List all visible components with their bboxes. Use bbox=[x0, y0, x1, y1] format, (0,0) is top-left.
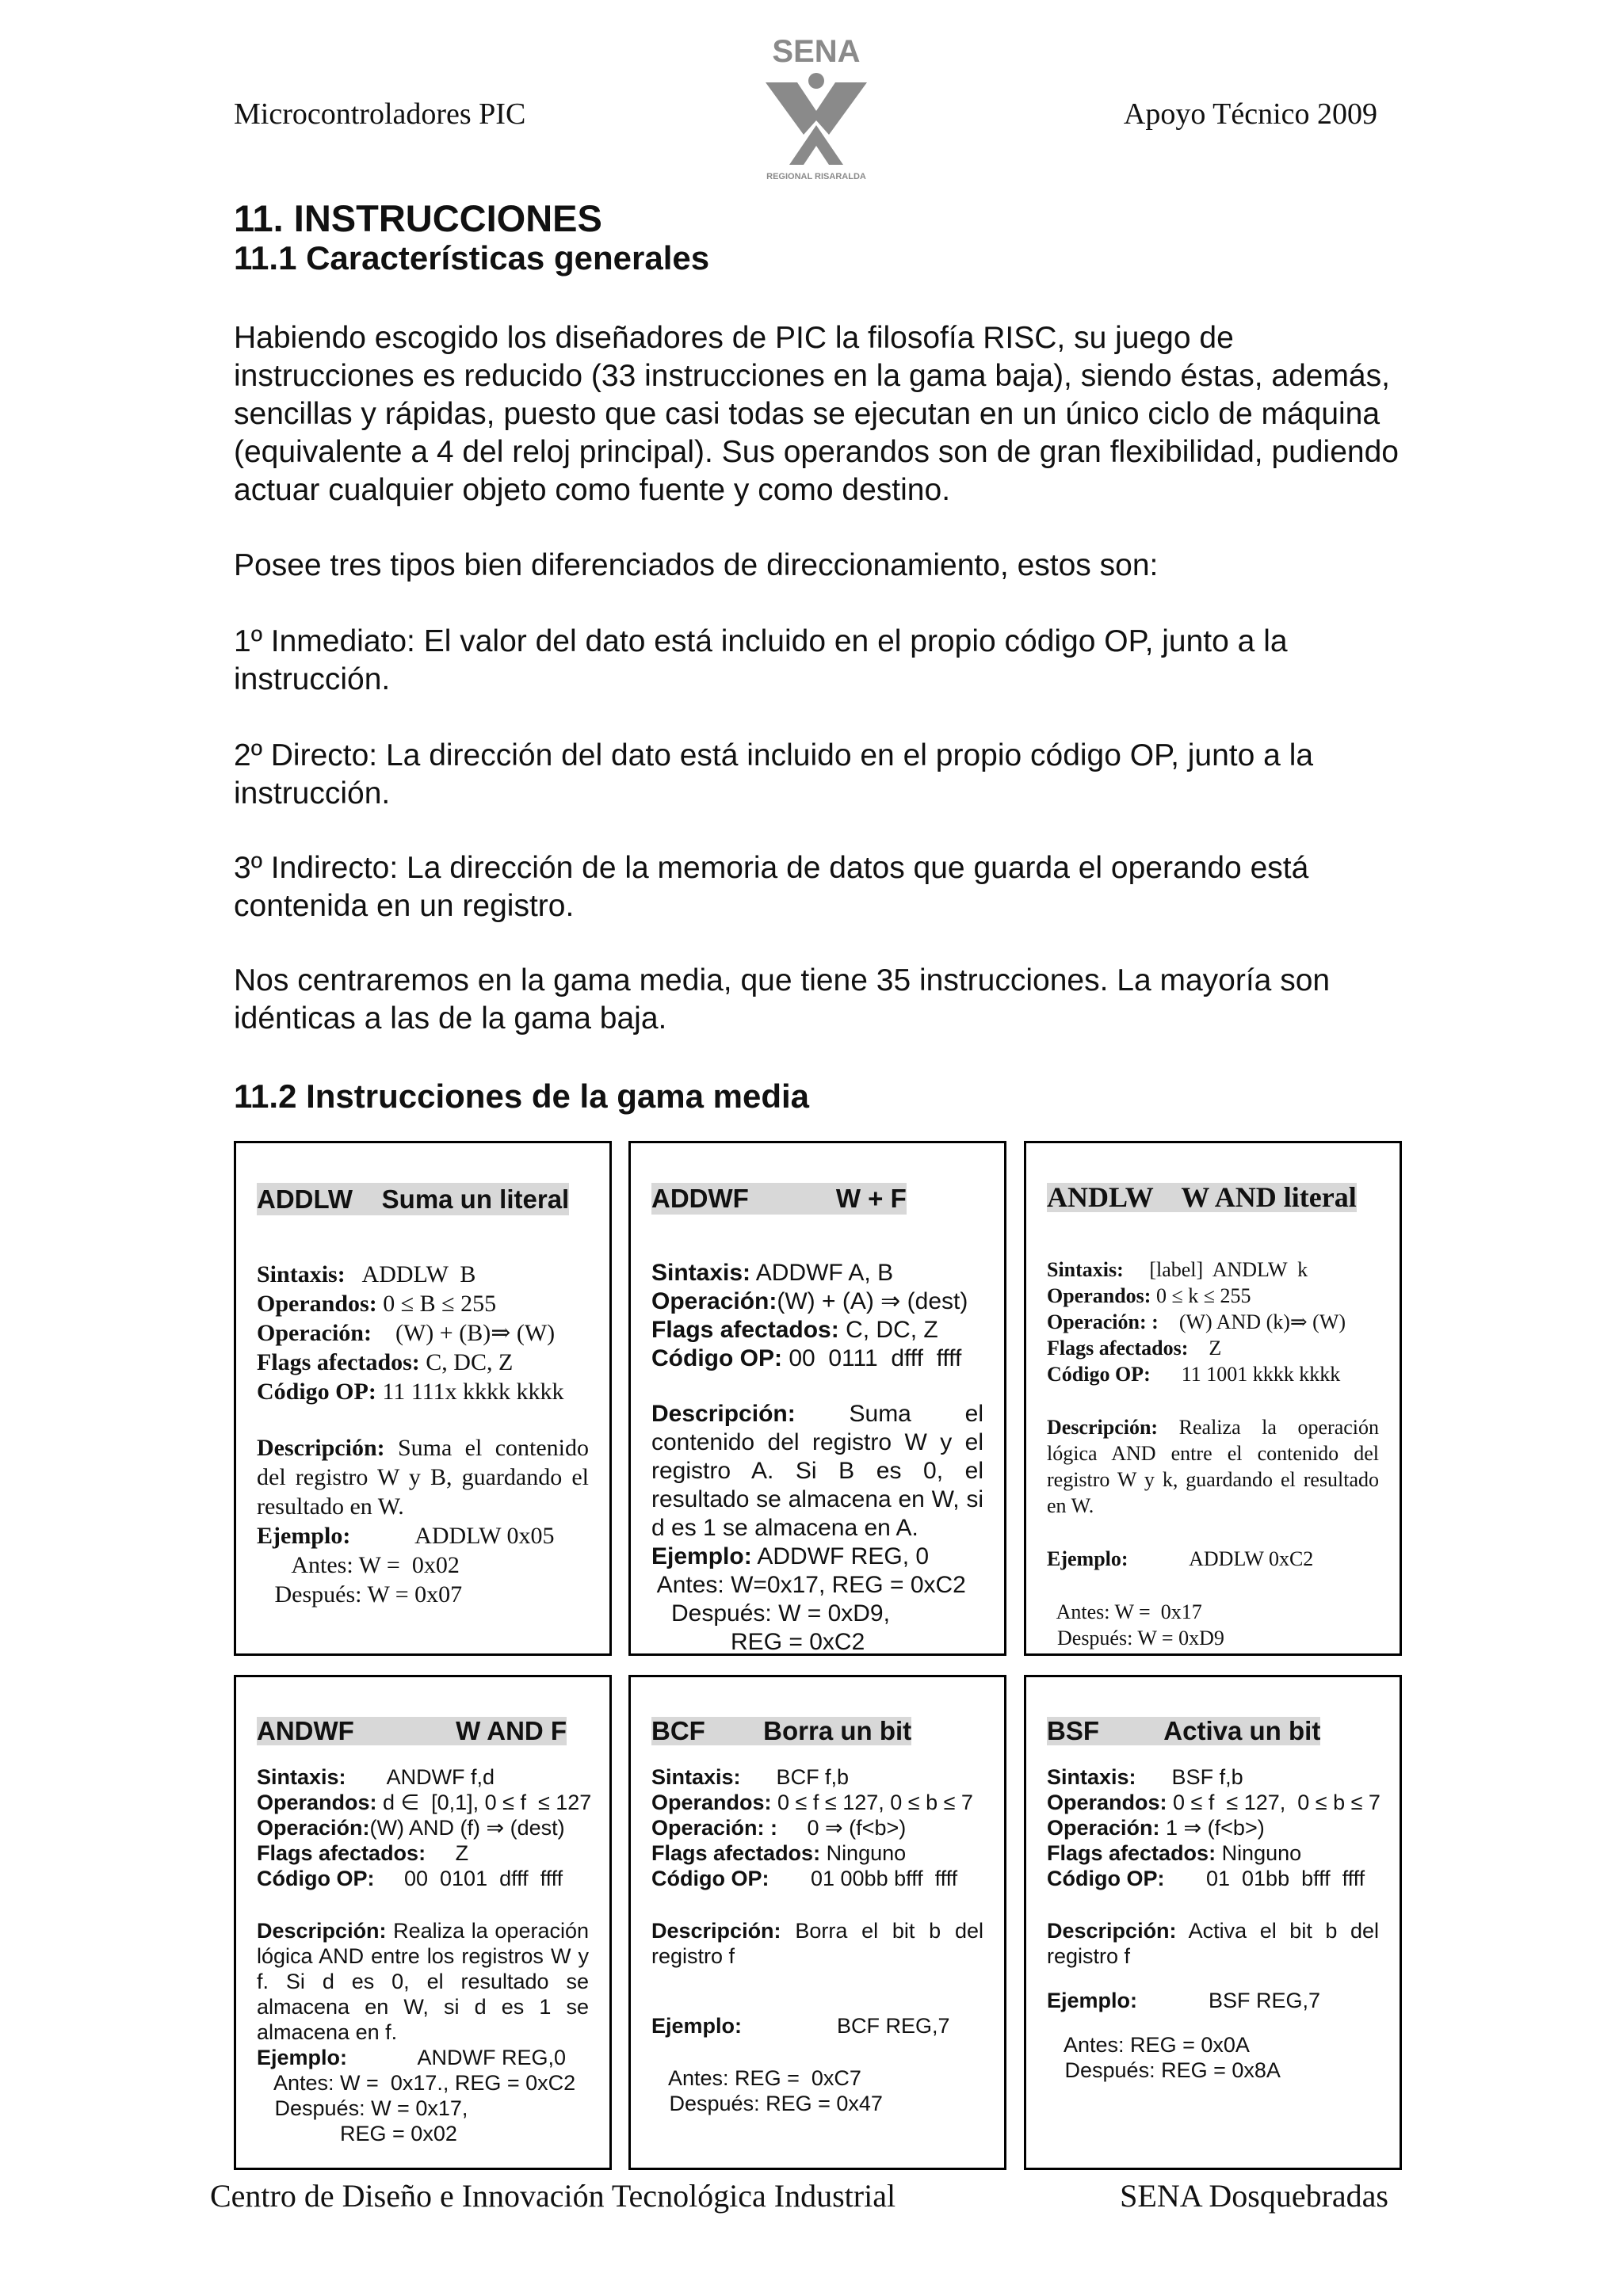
logo-subtext: REGIONAL RISARALDA bbox=[766, 172, 866, 181]
despues-value: Después: W = 0xD9 bbox=[1047, 1627, 1224, 1650]
instruction-title: ADDLW Suma un literal bbox=[257, 1184, 570, 1214]
codigo-value: 11 111x kkkk kkkk bbox=[376, 1379, 564, 1405]
despues-value: Después: W = 0xD9, bbox=[651, 1600, 890, 1627]
sena-logo-icon bbox=[750, 32, 883, 182]
antes-value: Antes: W = 0x17., REG = 0xC2 bbox=[257, 2071, 576, 2095]
flags-label: Flags afectados: bbox=[1047, 1841, 1216, 1865]
operacion-label: Operación: : bbox=[651, 1816, 778, 1840]
sintaxis-value: BSF f,b bbox=[1136, 1765, 1243, 1789]
paragraph: Habiendo escogido los diseñadores de PIC la filosofía RISC, su juego de instrucciones es reducido (33 instrucciones en la gama baja), siendo éstas, además, sencillas y rápidas, puesto que casi todas se ejecutan en un único ciclo de máquina (equivalente a 4 del reloj principal). Sus operandos son de gran flexibilidad, pudiendo actuar cualquier objeto como fuente y como destino. bbox=[234, 321, 1399, 507]
operandos-value: 0 ≤ f ≤ 127, 0 ≤ b ≤ 7 bbox=[771, 1791, 973, 1814]
sintaxis-label: Sintaxis: bbox=[257, 1261, 346, 1287]
operacion-label: Operación: bbox=[257, 1816, 370, 1840]
header-right-text: Apoyo Técnico 2009 bbox=[1123, 97, 1377, 131]
instruction-title: ADDWF W + F bbox=[651, 1184, 907, 1213]
codigo-label: Código OP: bbox=[1047, 1867, 1165, 1890]
instruction-card-addwf bbox=[628, 1141, 1006, 1656]
operacion-label: Operación: bbox=[651, 1288, 777, 1314]
sintaxis-value: ANDWF f,d bbox=[346, 1765, 495, 1789]
descripcion-label: Descripción: bbox=[651, 1919, 781, 1943]
despues-value: Después: REG = 0x47 bbox=[651, 2092, 883, 2115]
descripcion-label: Descripción: bbox=[651, 1401, 796, 1427]
codigo-value: 11 1001 kkkk kkkk bbox=[1150, 1363, 1341, 1386]
operandos-label: Operandos: bbox=[1047, 1791, 1167, 1814]
ejemplo-value: ADDWF REG, 0 bbox=[751, 1543, 930, 1569]
flags-label: Flags afectados: bbox=[257, 1841, 426, 1865]
antes-value: Antes: W = 0x02 bbox=[257, 1552, 460, 1578]
flags-label: Flags afectados: bbox=[1047, 1337, 1189, 1360]
despues-value: Después: W = 0x07 bbox=[257, 1581, 463, 1608]
operacion-label: Operación: bbox=[257, 1320, 372, 1346]
ejemplo-value: BSF REG,7 bbox=[1137, 1989, 1321, 2012]
descripcion-label: Descripción: bbox=[257, 1919, 387, 1943]
paragraph: 2º Directo: La dirección del dato está incluido en el propio código OP, junto a la instrucción. bbox=[234, 738, 1314, 810]
descripcion-label: Descripción: bbox=[1047, 1416, 1159, 1439]
instruction-title: BSF Activa un bit bbox=[1047, 1716, 1321, 1745]
codigo-value: 01 00bb bfff ffff bbox=[769, 1867, 958, 1890]
descripcion-value: Suma el contenido del registro W y el registro A. Si B es 0, el resultado se almacena en W, si d es 1 se almacena en A. bbox=[651, 1401, 983, 1541]
codigo-label: Código OP: bbox=[257, 1867, 375, 1890]
footer-right-text: SENA Dosquebradas bbox=[1120, 2178, 1388, 2214]
codigo-value: 00 0111 dfff ffff bbox=[781, 1345, 962, 1371]
ejemplo-label: Ejemplo: bbox=[651, 1543, 752, 1569]
paragraph: Posee tres tipos bien diferenciados de direccionamiento, estos son: bbox=[234, 548, 1159, 582]
operandos-label: Operandos: bbox=[257, 1791, 377, 1814]
flags-label: Flags afectados: bbox=[257, 1349, 420, 1375]
operandos-value: 0 ≤ B ≤ 255 bbox=[376, 1291, 497, 1317]
flags-value: Ninguno bbox=[1216, 1841, 1302, 1865]
ejemplo-value: BCF REG,7 bbox=[742, 2014, 950, 2038]
ejemplo-value: ADDLW 0xC2 bbox=[1128, 1547, 1314, 1570]
logo-text: SENA bbox=[772, 34, 861, 69]
instruction-title: BCF Borra un bit bbox=[651, 1716, 912, 1745]
instruction-card-bsf bbox=[1024, 1675, 1402, 2170]
operacion-value: 0 ⇒ (f<b>) bbox=[777, 1816, 907, 1840]
ejemplo-value: ANDWF REG,0 bbox=[347, 2046, 567, 2069]
descripcion-label: Descripción: bbox=[1047, 1919, 1177, 1943]
flags-label: Flags afectados: bbox=[651, 1841, 821, 1865]
sintaxis-label: Sintaxis: bbox=[651, 1765, 741, 1789]
descripcion-value: Realiza la operación lógica AND entre los registros W y f. Si d es 0, el resultado se almacena en W, si d es 1 se almacena en f. bbox=[257, 1919, 589, 2044]
footer-left-text: Centro de Diseño e Innovación Tecnológica Industrial bbox=[210, 2178, 896, 2214]
operandos-value: d ∈ [0,1], 0 ≤ f ≤ 127 bbox=[376, 1791, 592, 1814]
descripcion-label: Descripción: bbox=[257, 1435, 385, 1461]
flags-label: Flags afectados: bbox=[651, 1317, 839, 1343]
header-left-text: Microcontroladores PIC bbox=[234, 97, 526, 131]
sintaxis-value: ADDWF A, B bbox=[750, 1260, 894, 1286]
ejemplo-label: Ejemplo: bbox=[1047, 1989, 1138, 2012]
operandos-value: 0 ≤ f ≤ 127, 0 ≤ b ≤ 7 bbox=[1167, 1791, 1381, 1814]
descripcion-value: Activa el bit b del registro f bbox=[1047, 1919, 1379, 1968]
sintaxis-label: Sintaxis: bbox=[257, 1765, 346, 1789]
sintaxis-value: BCF f,b bbox=[740, 1765, 850, 1789]
sintaxis-label: Sintaxis: bbox=[1047, 1258, 1124, 1281]
descripcion-value: Suma el contenido del registro W y B, guardando el resultado en W. bbox=[257, 1435, 589, 1520]
despues-value: Después: REG = 0x8A bbox=[1047, 2058, 1281, 2082]
descripcion-value: Realiza la operación lógica AND entre el contenido del registro W y k, guardando el resultado en W. bbox=[1047, 1416, 1379, 1517]
section-title-2: 11.2 Instrucciones de la gama media bbox=[234, 1077, 809, 1115]
paragraph: 3º Indirecto: La dirección de la memoria de datos que guarda el operando está contenida en un registro. bbox=[234, 851, 1309, 923]
despues-value-2: REG = 0xC2 bbox=[651, 1629, 865, 1655]
descripcion-value: Borra el bit b del registro f bbox=[651, 1919, 983, 1968]
instruction-card-andwf bbox=[234, 1675, 612, 2170]
codigo-label: Código OP: bbox=[1047, 1363, 1151, 1386]
antes-value: Antes: W = 0x17 bbox=[1047, 1600, 1202, 1623]
instruction-card-addlw bbox=[234, 1141, 612, 1656]
paragraph: Nos centraremos en la gama media, que tiene 35 instrucciones. La mayoría son idénticas a las de la gama baja. bbox=[234, 963, 1331, 1035]
sintaxis-value: ADDLW B bbox=[345, 1261, 476, 1287]
codigo-label: Código OP: bbox=[651, 1345, 782, 1371]
instruction-card-bcf bbox=[628, 1675, 1006, 2170]
ejemplo-value: ADDLW 0x05 bbox=[350, 1523, 555, 1549]
section-title-1: 11.1 Características generales bbox=[234, 239, 710, 277]
ejemplo-label: Ejemplo: bbox=[257, 1523, 351, 1549]
codigo-label: Código OP: bbox=[651, 1867, 769, 1890]
despues-value: Después: W = 0x17, bbox=[257, 2096, 468, 2120]
page-title: 11. INSTRUCCIONES bbox=[234, 197, 602, 239]
operacion-value: (W) + (B)⇒ (W) bbox=[371, 1320, 556, 1346]
antes-value: Antes: REG = 0xC7 bbox=[651, 2066, 861, 2090]
ejemplo-label: Ejemplo: bbox=[257, 2046, 348, 2069]
codigo-value: 01 01bb bfff ffff bbox=[1164, 1867, 1365, 1890]
instruction-title: ANDLW W AND literal bbox=[1047, 1181, 1357, 1213]
flags-value: Ninguno bbox=[820, 1841, 907, 1865]
sintaxis-label: Sintaxis: bbox=[651, 1260, 751, 1286]
flags-value: Z bbox=[426, 1841, 469, 1865]
despues-value-2: REG = 0x02 bbox=[257, 2122, 457, 2145]
instruction-card-andlw bbox=[1024, 1141, 1402, 1656]
codigo-value: 00 0101 dfff ffff bbox=[374, 1867, 563, 1890]
antes-value: Antes: REG = 0x0A bbox=[1047, 2033, 1250, 2057]
flags-value: C, DC, Z bbox=[838, 1317, 938, 1343]
antes-value: Antes: W=0x17, REG = 0xC2 bbox=[651, 1572, 966, 1598]
sintaxis-label: Sintaxis: bbox=[1047, 1765, 1136, 1789]
operacion-value: (W) AND (f) ⇒ (dest) bbox=[369, 1816, 565, 1840]
instruction-title: ANDWF W AND F bbox=[257, 1716, 567, 1745]
flags-value: Z bbox=[1188, 1337, 1222, 1360]
operandos-value: 0 ≤ k ≤ 255 bbox=[1151, 1284, 1251, 1307]
sintaxis-value: [label] ANDLW k bbox=[1123, 1258, 1308, 1281]
operandos-label: Operandos: bbox=[1047, 1284, 1151, 1307]
operacion-value: (W) AND (k)⇒ (W) bbox=[1158, 1310, 1346, 1333]
paragraph: 1º Inmediato: El valor del dato está incluido en el propio código OP, junto a la instrucción. bbox=[234, 624, 1288, 696]
operacion-value: 1 ⇒ (f<b>) bbox=[1159, 1816, 1265, 1840]
ejemplo-label: Ejemplo: bbox=[1047, 1547, 1128, 1570]
codigo-label: Código OP: bbox=[257, 1379, 376, 1405]
operacion-label: Operación: : bbox=[1047, 1310, 1159, 1333]
operandos-label: Operandos: bbox=[257, 1291, 377, 1317]
ejemplo-label: Ejemplo: bbox=[651, 2014, 743, 2038]
operacion-value: (W) + (A) ⇒ (dest) bbox=[777, 1288, 968, 1314]
operacion-label: Operación: bbox=[1047, 1816, 1160, 1840]
operandos-label: Operandos: bbox=[651, 1791, 772, 1814]
flags-value: C, DC, Z bbox=[419, 1349, 514, 1375]
